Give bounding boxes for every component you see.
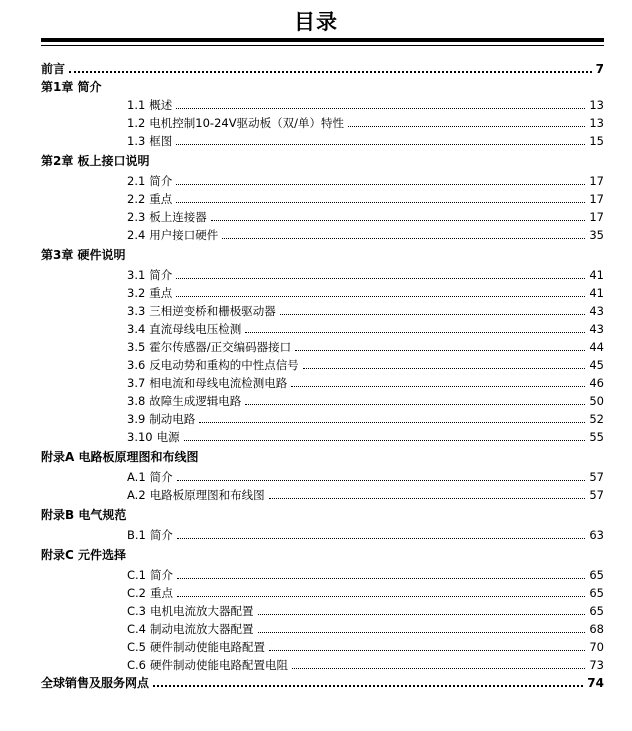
toc-entry-label: 直流母线电压检测	[149, 322, 242, 336]
dot-leader	[176, 144, 585, 145]
toc-entry[interactable]	[41, 584, 604, 602]
title-rule-thin	[41, 45, 604, 46]
toc-entry-label: 板上连接器	[149, 210, 207, 224]
toc-top-entry[interactable]	[41, 60, 604, 78]
dot-leader	[176, 278, 585, 279]
toc-entry-number: 3.9	[127, 412, 146, 426]
toc-chapter-heading	[41, 544, 604, 566]
dot-leader	[269, 650, 585, 651]
toc-entry-number: C.1	[127, 568, 147, 582]
toc-entry[interactable]	[41, 338, 604, 356]
toc-entry-number: 1.3	[127, 134, 146, 148]
toc-entry[interactable]	[41, 226, 604, 244]
toc-entry-label: 电机控制10-24V驱动板（双/单）特性	[149, 116, 344, 130]
toc-entry[interactable]	[41, 374, 604, 392]
dot-leader	[176, 184, 585, 185]
toc-page-number: 13	[589, 116, 604, 130]
dot-leader	[177, 596, 585, 597]
toc-page-number: 74	[587, 676, 604, 690]
toc-entry-label: 重点	[150, 586, 174, 600]
toc-entry-number: 3.7	[127, 376, 146, 390]
toc-page-number: 65	[589, 586, 604, 600]
toc-page-number: 43	[589, 304, 604, 318]
toc-entry-label: 概述	[149, 98, 173, 112]
toc-entry-number: 2.1	[127, 174, 146, 188]
toc-entry[interactable]	[41, 96, 604, 114]
dot-leader	[199, 422, 585, 423]
dot-leader	[348, 126, 585, 127]
dot-leader	[176, 108, 585, 109]
toc-entry-label: 霍尔传感器/正交编码器接口	[149, 340, 292, 354]
toc-chapter-heading	[41, 504, 604, 526]
dot-leader	[258, 614, 586, 615]
toc-entry[interactable]	[41, 320, 604, 338]
toc-entry-number: 3.4	[127, 322, 146, 336]
toc-entry[interactable]	[41, 114, 604, 132]
toc-top-entry[interactable]	[41, 674, 604, 692]
dot-leader	[69, 71, 592, 73]
dot-leader	[177, 538, 585, 539]
toc-entry[interactable]	[41, 356, 604, 374]
toc-entry-number: 3.8	[127, 394, 146, 408]
toc-entry[interactable]	[41, 428, 604, 446]
toc-page-number: 65	[589, 604, 604, 618]
toc-entry-label: 简介	[149, 528, 173, 542]
toc-entry-label: 制动电路	[149, 412, 196, 426]
dot-leader	[176, 296, 585, 297]
toc-entry-number: 3.5	[127, 340, 146, 354]
dot-leader	[280, 314, 586, 315]
toc-page-number: 63	[589, 528, 604, 542]
toc-chapter-heading	[41, 150, 604, 172]
toc-entry[interactable]	[41, 468, 604, 486]
toc-page-number: 55	[589, 430, 604, 444]
toc-entry-label: 用户接口硬件	[149, 228, 219, 242]
toc-page-number: 15	[589, 134, 604, 148]
toc-entry-number: 2.4	[127, 228, 146, 242]
dot-leader	[184, 440, 586, 441]
toc-entry-number: 1.2	[127, 116, 146, 130]
toc-entry[interactable]	[41, 656, 604, 674]
dot-leader	[222, 238, 585, 239]
toc-page-number: 65	[589, 568, 604, 582]
table-of-contents	[41, 60, 604, 692]
toc-page-number: 17	[589, 210, 604, 224]
toc-page-number: 17	[589, 192, 604, 206]
dot-leader	[177, 578, 585, 579]
toc-entry[interactable]	[41, 208, 604, 226]
toc-entry[interactable]	[41, 486, 604, 504]
dot-leader	[245, 404, 585, 405]
toc-entry-number: 2.2	[127, 192, 146, 206]
toc-entry[interactable]	[41, 302, 604, 320]
toc-entry-number: C.2	[127, 586, 147, 600]
toc-entry-label: 附录A 电路板原理图和布线图	[41, 450, 199, 464]
toc-entry-number: 3.1	[127, 268, 146, 282]
toc-entry-number: A.1	[127, 470, 146, 484]
toc-entry[interactable]	[41, 172, 604, 190]
toc-entry-label: 简介	[149, 174, 173, 188]
toc-entry-number: 3.6	[127, 358, 146, 372]
dot-leader	[245, 332, 585, 333]
toc-entry-label: 附录C 元件选择	[41, 548, 126, 562]
dot-leader	[303, 368, 586, 369]
toc-entry-number: B.1	[127, 528, 146, 542]
toc-entry-label: 重点	[149, 192, 173, 206]
toc-entry-label: 电机电流放大器配置	[150, 604, 254, 618]
toc-entry-number: 3.2	[127, 286, 146, 300]
toc-entry-label: 全球销售及服务网点	[41, 676, 150, 690]
dot-leader	[269, 498, 586, 499]
toc-entry[interactable]	[41, 284, 604, 302]
toc-entry[interactable]	[41, 132, 604, 150]
toc-chapter-heading	[41, 446, 604, 468]
toc-entry[interactable]	[41, 392, 604, 410]
toc-entry-number: 3.10	[127, 430, 153, 444]
toc-entry-number: C.4	[127, 622, 147, 636]
toc-entry-label: 故障生成逻辑电路	[149, 394, 242, 408]
toc-page-number: 46	[589, 376, 604, 390]
toc-page-number: 41	[589, 268, 604, 282]
toc-entry[interactable]	[41, 526, 604, 544]
toc-entry-label: 重点	[149, 286, 173, 300]
toc-entry[interactable]	[41, 266, 604, 284]
toc-entry-label: 三相逆变桥和栅极驱动器	[149, 304, 276, 318]
toc-page-number: 68	[589, 622, 604, 636]
toc-page-number: 13	[589, 98, 604, 112]
toc-entry[interactable]	[41, 638, 604, 656]
toc-page-number: 73	[589, 658, 604, 672]
dot-leader	[295, 350, 585, 351]
toc-entry-number: C.3	[127, 604, 147, 618]
toc-entry-label: 附录B 电气规范	[41, 508, 127, 522]
toc-entry-label: 硬件制动使能电路配置电阻	[150, 658, 289, 672]
toc-entry-label: 简介	[149, 470, 173, 484]
toc-entry-number: 3.3	[127, 304, 146, 318]
toc-page-number: 57	[589, 470, 604, 484]
page-title: 目录	[294, 10, 338, 34]
toc-entry-number: 2.3	[127, 210, 146, 224]
toc-page-number: 41	[589, 286, 604, 300]
toc-page-number: 7	[595, 62, 604, 76]
toc-page-number: 70	[589, 640, 604, 654]
toc-entry-label: 相电流和母线电流检测电路	[149, 376, 288, 390]
toc-page-number: 43	[589, 322, 604, 336]
toc-page-number: 17	[589, 174, 604, 188]
dot-leader	[211, 220, 586, 221]
toc-entry[interactable]	[41, 190, 604, 208]
dot-leader	[292, 668, 585, 669]
toc-entry-label: 硬件制动使能电路配置	[150, 640, 266, 654]
toc-page-number: 57	[589, 488, 604, 502]
toc-entry-number: C.6	[127, 658, 147, 672]
toc-entry-label: 第2章 板上接口说明	[41, 154, 150, 168]
toc-entry-label: 第1章 简介	[41, 80, 102, 94]
title-rule-thick	[41, 38, 604, 42]
toc-page-number: 50	[589, 394, 604, 408]
toc-entry-label: 电源	[156, 430, 180, 444]
toc-entry-number: C.5	[127, 640, 147, 654]
toc-entry[interactable]	[41, 566, 604, 584]
toc-entry-label: 制动电流放大器配置	[150, 622, 254, 636]
toc-entry-label: 框图	[149, 134, 173, 148]
dot-leader	[177, 480, 586, 481]
toc-page-number: 45	[589, 358, 604, 372]
toc-page-number: 35	[589, 228, 604, 242]
dot-leader	[153, 685, 583, 687]
toc-entry-label: 前言	[41, 62, 66, 76]
toc-entry[interactable]	[41, 410, 604, 428]
toc-entry-number: 1.1	[127, 98, 146, 112]
dot-leader	[176, 202, 585, 203]
toc-entry-label: 简介	[150, 568, 174, 582]
toc-entry-label: 反电动势和重构的中性点信号	[149, 358, 299, 372]
toc-entry[interactable]	[41, 620, 604, 638]
toc-entry-label: 第3章 硬件说明	[41, 248, 126, 262]
toc-chapter-heading	[41, 78, 604, 96]
dot-leader	[291, 386, 585, 387]
toc-page-number: 44	[589, 340, 604, 354]
toc-entry-label: 电路板原理图和布线图	[149, 488, 265, 502]
toc-entry-number: A.2	[127, 488, 146, 502]
dot-leader	[258, 632, 586, 633]
toc-entry-label: 简介	[149, 268, 173, 282]
toc-chapter-heading	[41, 244, 604, 266]
toc-page-number: 52	[589, 412, 604, 426]
toc-entry[interactable]	[41, 602, 604, 620]
